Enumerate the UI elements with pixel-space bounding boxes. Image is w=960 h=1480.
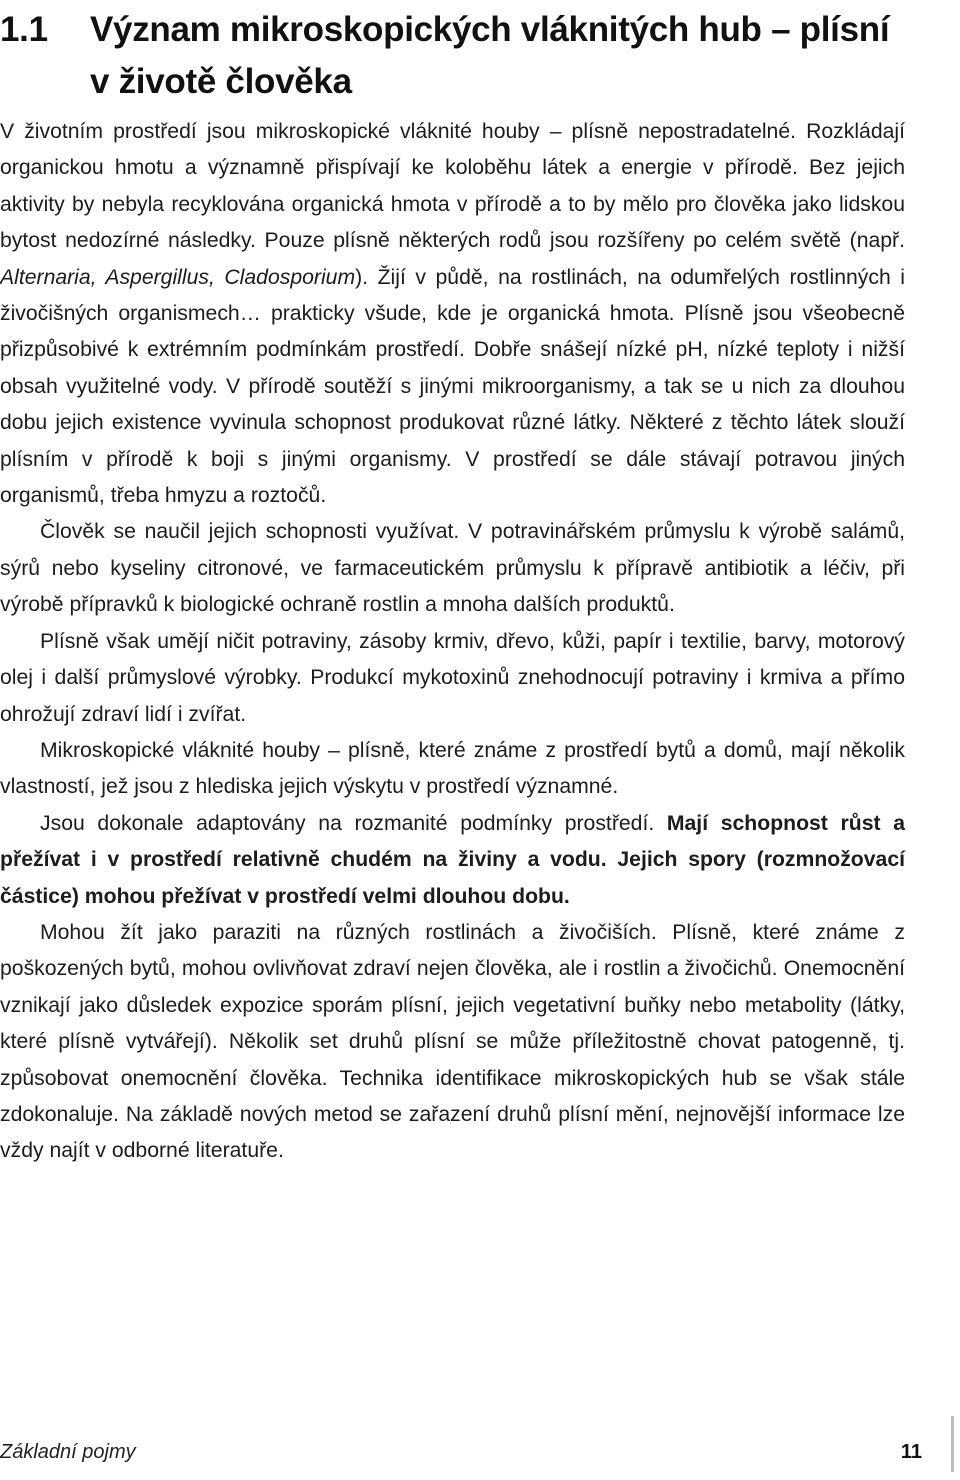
text-segment: Jsou dokonale adaptovány na rozmanité podmínky prostředí. [40, 811, 667, 835]
text-segment: ). Žijí v půdě, na rostlinách, na odumřelých rostlinných i živočišných organismech… prakticky všude, kde je organická hmota. Plísně jsou všeobecně přizpůsobivé k extrémním podmínkám prostředí. Dobře snášejí nízké pH, nízké teploty i nižší obsah využitelné vody. V přírodě soutěží s jinými mikroorganismy, a tak se u nich za dlouhou dobu jejich existence vyvinula schopnost produkovat různé látky. Některé z těchto látek slouží plísním v přírodě k boji s jinými organismy. V prostředí se dále stávají potravou jiných organismů, třeba hmyzu a roztočů. [0, 265, 905, 508]
paragraph [0, 114, 905, 514]
section-title-line-2: v životě člověka [90, 62, 352, 101]
text-segment: Mohou žít jako paraziti na různých rostlinách a živočiších. Plísně, které známe z poškozených bytů, mohou ovlivňovat zdraví nejen člověka, ale i rostlin a živočichů. Onemocnění vznikají jako důsledek expozice sporám plísní, jejich vegetativní buňky nebo metabolity (látky, které plísně vytvářejí). Několik set druhů plísní se může příležitostně chovat patogenně, tj. způsobovat onemocnění člověka. Technika identifikace mikroskopických hub se však stále zdokonaluje. Na základě nových metod se zařazení druhů plísní mění, nejnovější informace lze vždy najít v odborné literatuře. [0, 920, 905, 1163]
section-heading [0, 4, 940, 108]
text-segment: Plísně však umějí ničit potraviny, zásoby krmiv, dřevo, kůži, papír i textilie, barvy, motorový olej i další průmyslové výrobky. Produkcí mykotoxinů znehodnocují potraviny i krmiva a přímo ohrožují zdraví lidí i zvířat. [0, 629, 905, 726]
page-footer [0, 1436, 960, 1472]
section-title-line-1: Význam mikroskopických vláknitých hub – plísní [90, 10, 890, 49]
body-text [0, 114, 905, 1170]
section-number: 1.1 [0, 10, 48, 49]
text-segment: Člověk se naučil jejich schopnosti využívat. V potravinářském průmyslu k výrobě salámů, sýrů nebo kyseliny citronové, ve farmaceutickém průmyslu k přípravě antibiotik a léčiv, při výrobě přípravků k biologické ochraně rostlin a mnoha dalších produktů. [0, 520, 905, 617]
italic-text: Alternaria, Aspergillus, Cladosporium [0, 265, 356, 289]
paragraph [0, 624, 905, 733]
page-edge-mark [951, 1416, 954, 1472]
paragraph [0, 915, 905, 1170]
paragraph [0, 514, 905, 623]
text-segment: V životním prostředí jsou mikroskopické vláknité houby – plísně nepostradatelné. Rozkládají organickou hmotu a významně přispívají ke koloběhu látek a energie v přírodě. Bez jejich aktivity by nebyla recyklována organická hmota v přírodě a to by mělo pro člověka jako lidskou bytost nedozírné následky. Pouze plísně některých rodů jsou rozšířeny po celém světě (např. [0, 120, 905, 253]
footer-section-name: Základní pojmy [0, 1441, 136, 1463]
paragraph [0, 806, 905, 915]
page-number: 11 [900, 1441, 922, 1463]
paragraph [0, 733, 905, 806]
text-segment: Mikroskopické vláknité houby – plísně, které známe z prostředí bytů a domů, mají několik vlastností, jež jsou z hlediska jejich výskytu v prostředí významné. [0, 738, 905, 799]
bold-text: Mají schopnost růst a přežívat i v prostředí relativně chudém na živiny a vodu. Jejich spory (rozmnožovací částice) mohou přežívat v prostředí velmi dlouhou dobu. [0, 811, 905, 908]
